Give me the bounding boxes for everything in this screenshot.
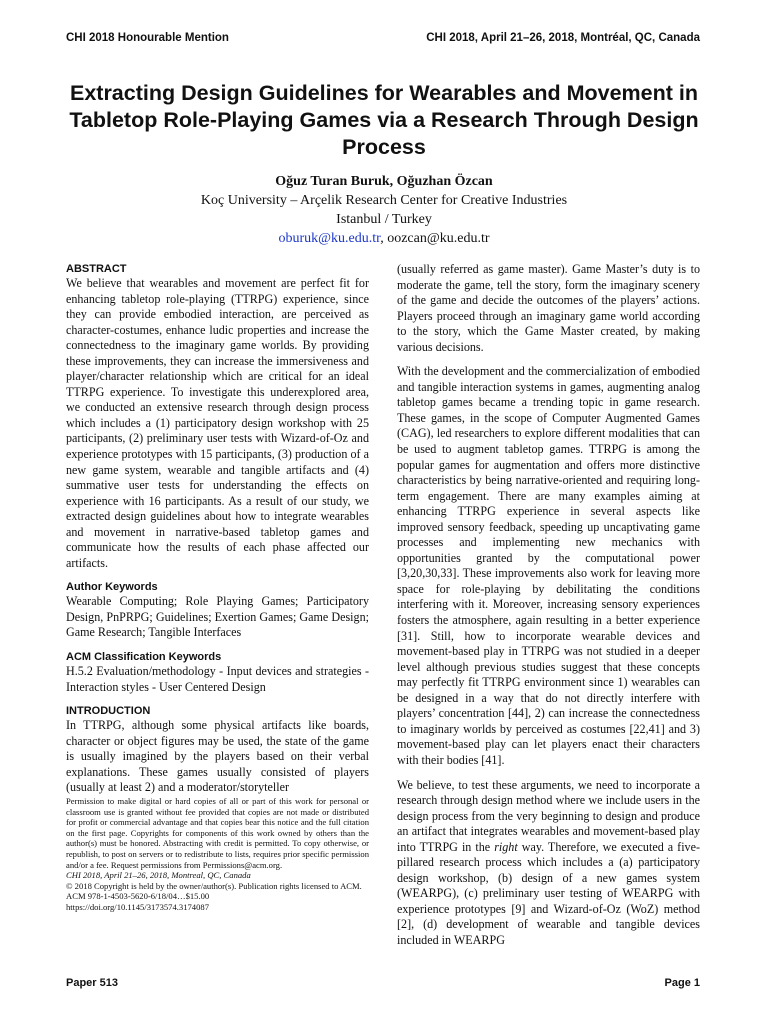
author-keywords-heading: Author Keywords [66, 581, 158, 594]
author-emails [60, 229, 708, 248]
doi-line: https://doi.org/10.1145/3173574.3174087 [66, 901, 209, 912]
abstract-text: We believe that wearables and movement are perfect fit for enhancing tabletop role-playing (TTRPG) experience, since they can provide embodied interaction, are perceived as character-costumes, enhance ludic properties and increase the connectedness to the imaginary game worlds. By providing these improvements, they can increase the immersiveness and player/character relationship which are critical for an ideal TTRPG experience. To investigate this underexplored area, we conducted an extensive research through design process which includes a (1) participatory design workshop with 25 participants, (2) preliminary user tests with Wizard-of-Oz and experience prototypes with 15 participants, (3) production of a new game system, wearable and tangible artifacts and (4) summative user tests for understanding the effects on experience with 16 participants. As a result of our study, we extracted design guidelines about how to integrate wearables and movement in narrative-based tabletop games and communicate how the results of each phase affected our artifacts. [66, 276, 369, 570]
isbn-line: ACM 978-1-4503-5620-6/18/04…$15.00 [66, 891, 210, 902]
abstract-heading: ABSTRACT [66, 263, 127, 275]
body-text: We believe, to test these arguments, we need to incorporate a research through design method where we include users in the design process from the very beginning to design and produce an artifact that integrates wearables and movement-based play into TTRPG in the [397, 777, 700, 854]
introduction-paragraph: In TTRPG, although some physical artifacts like boards, character or object figures may be used, the state of the game is usually imagined by the players based on their verbal explanations. These games usually consisted of players (usually at least 2) and a moderator/storyteller [66, 718, 369, 795]
running-header-left: CHI 2018 Honourable Mention [66, 32, 229, 44]
author-names: Oğuz Turan Buruk, Oğuzhan Özcan [275, 174, 493, 189]
body-paragraph: With the development and the commercialization of embodied and tangible interaction systems in games, augmenting analog tabletop games became a trending topic in game research. These games, in the scope of Computer Augmented Games (CAG), led researchers to explore different modalities that can be used to augment tabletop games. TTRPG is among the popular games for augmentation and offers more distinctive characteristics by being narrative-oriented and requiring long-term engagement. There are many examples aiming at enhancing TTRPG experience in several aspects like improved sensory feedback, speeding up uncaptivating game processes and implementing new mechanics with opportunities granted by the computational power [3,20,30,33]. These improvements also work for leaving more space for role-playing by debilitating the conditions interfering with it. Moreover, increasing sensory experiences fosters the atmosphere, again resulting in a better experience [31]. Still, how to incorporate wearable devices and movement-based play in TTRPG was not studied in a deeper level although previous studies suggest that these concepts may perfectly fit TTRPG environment since 1) wearables can be designed in a way that do not directly interfere with players’ concentration [44], 2) can increase the connectedness to imaginary worlds by perceived as costumes [22,41] and 3) movement-based play can let players enact their characters with their bodies [41]. [397, 364, 700, 767]
permission-notice: Permission to make digital or hard copies of all or part of this work for personal or classroom use is granted without fee provided that copies are not made or distributed for profit or commercial advantage and that copies bear this notice and the full citation on the first page. Copyrights for components of this work owned by others than the author(s) must be honored. Abstracting with credit is permitted. To copy otherwise, or republish, to post on servers or to redistribute to lists, requires prior specific permission and/or a fee. Request permissions from Permissions@acm.org. [66, 796, 369, 870]
email-link[interactable]: oburuk@ku.edu.tr [278, 231, 381, 246]
paper-title: Extracting Design Guidelines for Wearables and Movement in Tabletop Role-Playing Games via a Research Through Design Process [69, 81, 699, 159]
email-secondary: , oozcan@ku.edu.tr [380, 231, 490, 246]
left-column [66, 262, 369, 796]
acm-classification-text: H.5.2 Evaluation/methodology - Input devices and strategies - Interaction styles - User Centered Design [66, 664, 369, 694]
permission-block [66, 796, 369, 913]
right-column [397, 262, 700, 949]
body-paragraph: (usually referred as game master). Game Master’s duty is to moderate the game, tell the story, form the imaginary scenery of the game and decide the outcomes of the players’ actions. Players proceed through an imaginary game world according to the story, which the Game Master created, by making various decisions. [397, 262, 700, 354]
body-paragraph [397, 778, 700, 949]
copyright-line: © 2018 Copyright is held by the owner/author(s). Publication rights licensed to ACM. [66, 880, 362, 891]
author-location: Istanbul / Turkey [336, 212, 432, 227]
author-affiliation: Koç University – Arçelik Research Center for Creative Industries [200, 193, 568, 208]
emphasis-text: right [494, 839, 518, 854]
acm-classification-heading: ACM Classification Keywords [66, 651, 222, 664]
author-keywords-text: Wearable Computing; Role Playing Games; Participatory Design, PnPRPG; Guidelines; Exertion Games; Game Design; Game Research; Tangible Interfaces [66, 594, 369, 640]
running-header-right: CHI 2018, April 21–26, 2018, Montréal, QC, Canada [426, 32, 700, 44]
conference-line: CHI 2018, April 21–26, 2018, Montreal, QC, Canada [66, 870, 251, 881]
introduction-heading: INTRODUCTION [66, 705, 151, 718]
body-text: way. Therefore, we executed a five-pillared research process which includes a (a) participatory design workshop, (b) design of a new games system (WEARPG), (c) preliminary user testing of WEARPG with experience prototypes [9] and Wizard-of-Oz (WoZ) method [2], (d) development of wearable and tangible devices included in WEARPG [397, 839, 700, 947]
author-block [60, 172, 708, 248]
footer-paper-number: Paper 513 [66, 977, 118, 989]
footer-page-number: Page 1 [664, 977, 700, 989]
